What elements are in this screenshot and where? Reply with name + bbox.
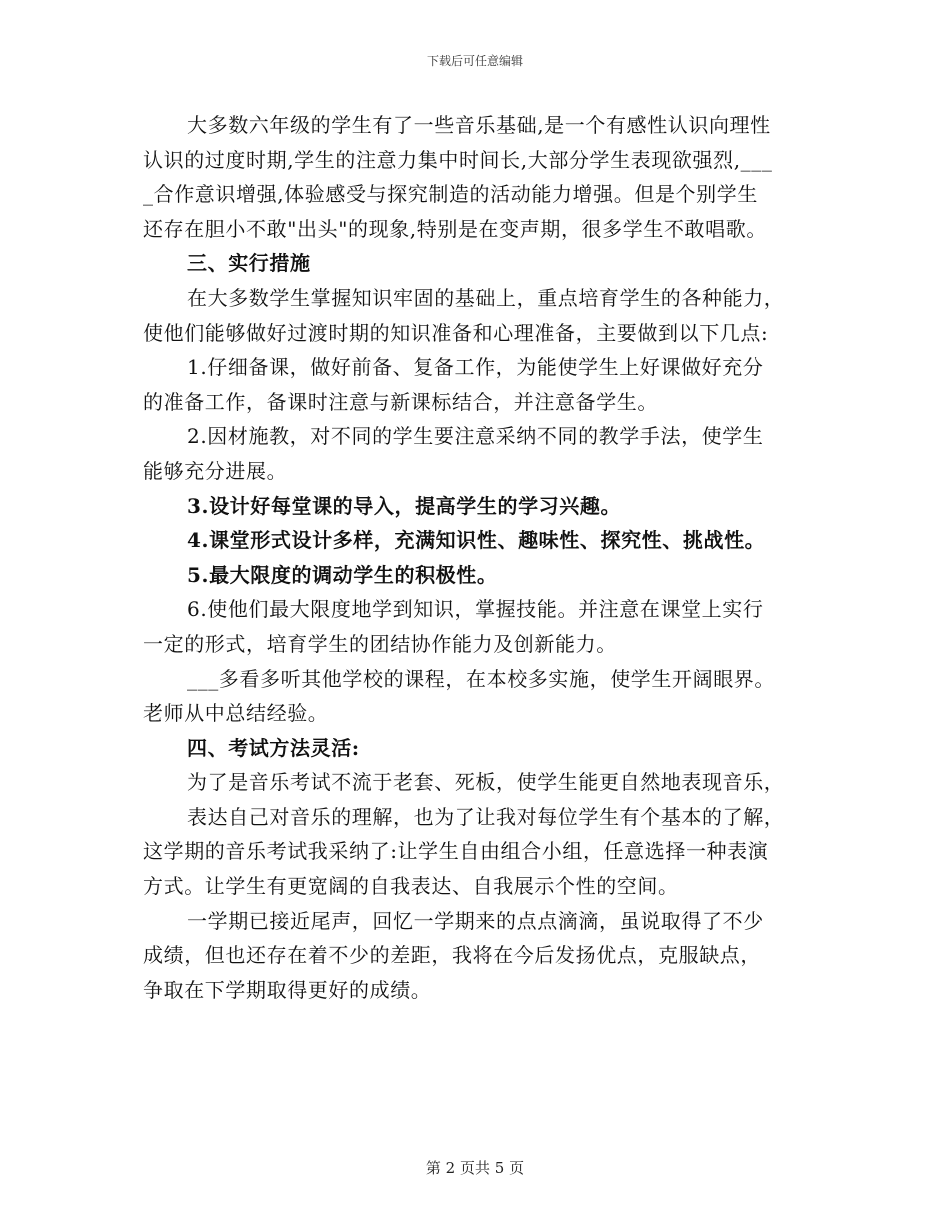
page-header: 下载后可任意编辑 [426,54,523,68]
list-item: 6.使他们最大限度地学到知识，掌握技能。并注意在课堂上实行 [187,597,764,622]
text-line: 在大多数学生掌握知识牢固的基础上，重点培育学生的各种能力， [187,285,785,310]
list-item: 1.仔细备课，做好前备、复备工作，为能使学生上好课做好充分 [187,355,764,380]
text-line: 老师从中总结经验。 [143,701,329,726]
text-line: 能够充分进展。 [143,458,288,483]
text-line: 表达自己对音乐的理解，也为了让我对每位学生有个基本的了解， [187,804,785,829]
text-line: _合作意识增强,体验感受与探究制造的活动能力增强。但是个别学生 [143,182,758,207]
text-line: 为了是音乐考试不流于老套、死板，使学生能更自然地表现音乐， [187,770,785,795]
page-number: 第 2 页共 5 页 [425,1159,525,1177]
text-line: 大多数六年级的学生有了一些音乐基础,是一个有感性认识向理性 [187,113,771,137]
text-line: 一学期已接近尾声，回忆一学期来的点点滴滴，虽说取得了不少 [187,908,764,933]
document-body [143,108,813,1007]
text-line: 还存在胆小不敢"出头"的现象,特别是在变声期，很多学生不敢唱歌。 [143,216,767,241]
text-line: 争取在下学期取得更好的成绩。 [143,977,432,1002]
text-line: 这学期的音乐考试我采纳了:让学生自由组合小组，任意选择一种表演 [143,839,769,864]
list-item: 5.最大限度的调动学生的积极性。 [187,562,498,587]
text-line: 成绩，但也还存在着不少的差距，我将在今后发扬优点，克服缺点， [143,943,761,968]
section-heading: 四、考试方法灵活: [187,735,360,760]
list-item: 4.课堂形式设计多样，充满知识性、趣味性、探究性、挑战性。 [187,528,766,553]
list-item: 3.设计好每堂课的导入，提高学生的学习兴趣。 [187,493,622,518]
text-line: 认识的过度时期,学生的注意力集中时间长,大部分学生表现欲强烈,___ [143,147,773,172]
list-item: ___多看多听其他学校的课程，在本校多实施，使学生开阔眼界。 [187,666,775,691]
section-heading: 三、实行措施 [187,251,311,276]
text-line: 使他们能够做好过渡时期的知识准备和心理准备，主要做到以下几点: [143,320,769,345]
list-item: 2.因材施教，对不同的学生要注意采纳不同的教学手法，使学生 [187,424,764,449]
text-line: 的准备工作，备课时注意与新课标结合，并注意备学生。 [143,389,658,414]
text-line: 方式。让学生有更宽阔的自我表达、自我展示个性的空间。 [143,874,679,899]
text-line: 一定的形式，培育学生的团结协作能力及创新能力。 [143,631,617,656]
